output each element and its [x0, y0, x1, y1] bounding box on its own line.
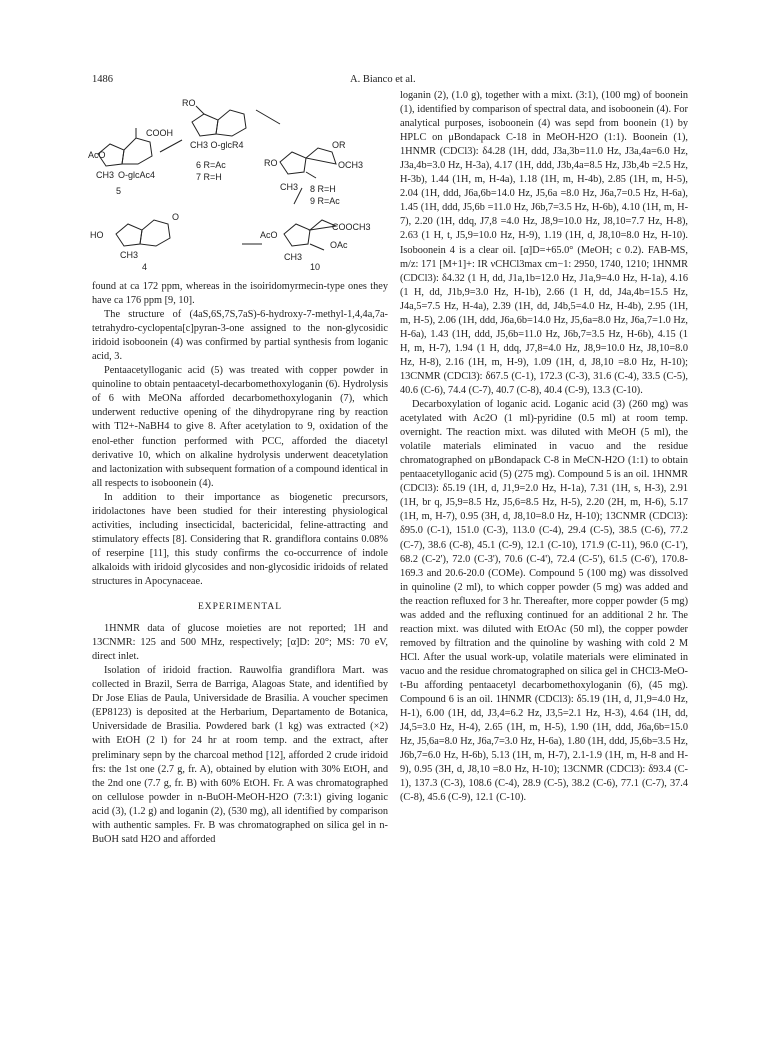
right-para-2: Decarboxylation of loganic acid. Loganic acid (3) (260 mg) was acetylated with Ac2O (1 ml)-pyridine (0.5 ml) at room temp. overnight. The reaction mixt. was diluted with MeOH (5 ml), the volatile materials eliminated in vacuo and the residue chromatographed on μBondapack C-8 in MeCN-H2O (1:1) to obtain pentaacetylloganic acid (5) (275 mg). Compound 5 is an oil. 1HNMR (CDCl3): δ5.19 (1H, d, J1,9=2.0 Hz, H-1a), 7.31 (1H, s, H-3), 2.91 (1H, br q, J5,9=8.5 Hz, J5,6=8.5 Hz, H-5), 2.20 (2H, m, H-6), 5.17 (1H, m, H-7), 0.95 (3H, d, J8,10=8.0 Hz, H-10); 13CNMR (CDCl3): δ95.0 (C-1), 151.0 (C-3), 113.0 (C-4), 29.4 (C-5), 38.5 (C-6), 77.2 (C-7), 38.6 (C-8), 45.1 (C-9), 12.1 (C-10), 171.9 (C-11), 96.0 (C-1'), 68.2 (C-2'), 72.0 (C-3'), 70.6 (C-4'), 72.4 (C-5'), 61.5 (C-6'), 170.8-169.3 and 20.6-20.0 (COMe). Compound 5 (100 mg) was dissolved in quinoline (2 ml), to which copper powder (5 mg) was added and the reaction refluxed for 3 hr. Thereafter, more copper powder (5 mg) was added and the refluxing continued for an additional 2 hr. The reaction mixt. was diluted with EtOAc (50 ml), the copper powder removed by filtration and the quinoline by washing with cold 2 M HCl. After the usual work-up, volatile materials were eliminated in vacuo and the residue chromatographed on silica gel in CHCl3-MeO-t-Bu affording pentaacetyl decarbomethoxyloganin (6), (45 mg). Compound 6 is an oil. 1HNMR (CDCl3): δ5.19 (1H, d, J1,9=4.0 Hz, H-1), 6.00 (1H, dd, J3,4=6.2 Hz, J3,5=2.1 Hz, H-3), 4.64 (1H, dd, J4,5=3.0 Hz, H-4), 2.65 (1H, m, H-5), 1.90 (1H, ddd, J6a,6b=15.0 Hz, J5,6a=8.0 Hz, J6a,7=3.0 Hz, H-6a), 1.80 (1H, ddd, J5,6b=3.5 Hz, J6b,7=6.0 Hz, H-6b), 5.13 (1H, m, H-7), 2.1-1.9 (1H, m, H-8 and H-9), 0.95 (3H, d, J8,10 =8.0 Hz, H-10); 13CNMR (CDCl3): δ93.4 (C-1), 137.3 (C-3), 108.6 (C-4), 28.9 (C-5), 38.2 (C-6), 77.1 (C-7), 37.4 (C-8), 45.6 (C-9), 12.1 (C-10).: [400, 399, 688, 804]
fig-label-10: 10: [310, 262, 321, 270]
fig-label-6: 6 R=Ac: [196, 160, 226, 170]
fig-label-cooh: COOH: [146, 128, 173, 138]
fig-label-ch3: CH3: [96, 170, 115, 180]
left-para-5: 1HNMR data of glucose moieties are not reported; 1H and 13CNMR: 125 and 500 MHz, respectively; [α]D: 20°; MS: 70 eV, direct inlet.: [92, 623, 388, 663]
fig-label-ch3-oglcr4: CH3 O-glcR4: [190, 140, 244, 150]
fig-label-cooch3: COOCH3: [332, 222, 371, 232]
left-para-4: In addition to their importance as biogenetic precursors, iridolactones have been studied for their interesting physiological activities, including insecticidal, bactericidal, feline-attracting and stimulatory effects [8]. Considering that R. grandiflora contains 0.08% of reserpine [11], this study confirms the co-occurrence of indole alkaloids with iridoid glycosides and non-glycosidic iridoids of related structures in Apocynaceae.: [92, 491, 388, 587]
fig-label-ro: RO: [182, 98, 196, 108]
fig-label-ch3-c: CH3: [120, 250, 139, 260]
fig-label-or: OR: [332, 140, 346, 150]
chemical-scheme: [84, 92, 406, 270]
fig-label-aco: AcO: [88, 150, 106, 160]
section-heading-experimental: EXPERIMENTAL: [197, 602, 283, 613]
fig-label-ch3-b: CH3: [280, 182, 299, 192]
fig-label-8: 8 R=H: [310, 184, 336, 194]
left-column: [92, 280, 388, 847]
fig-label-ho: HO: [90, 230, 104, 240]
running-header: A. Bianco et al.: [350, 74, 416, 85]
page-number: 1486: [92, 74, 113, 85]
fig-label-o: O: [172, 212, 180, 222]
fig-label-och3: OCH3: [338, 160, 364, 170]
fig-label-ro2: RO: [264, 158, 278, 168]
left-para-1: found at ca 172 ppm, whereas in the isoiridomyrmecin-type ones they have ca 176 ppm [9, 10].: [92, 281, 388, 307]
left-para-2: The structure of (4aS,6S,7S,7aS)-6-hydroxy-7-methyl-1,4,4a,7a-tetrahydro-cyclopenta[c]pyran-3-one assigned to the non-glycosidic iridoid isoboonein (4) was confirmed by partial synthesis from loganic acid, 3.: [92, 309, 388, 363]
fig-label-aco2: AcO: [260, 230, 278, 240]
right-para-1: loganin (2), (1.0 g), together with a mixt. (3:1), (100 mg) of boonein (1), identified by comparison of spectral data, and isoboonein (4). For analytical purposes, isoboonein (4) was sepd from boonein (1) by HPLC on μBondapack C-18 in MeOH-H2O (1:1). Boonein (1), 1HNMR (CDCl3): δ4.28 (1H, ddd, J3a,3b=11.0 Hz, J3a,4a=6.0 Hz, J3a,4b=3.0 Hz, H-3a), 4.17 (1H, ddd, J3b,4a=8.5 Hz, J3b,4b =2.5 Hz, H-3b), 1.44 (1H, m, H-4a), 1.18 (1H, m, H-4b), 2.85 (1H, m, H-5), 2.04 (1H, ddd, J6a,6b=14.0 Hz, J5,6a =8.0 Hz, J6a,7=0.5 Hz, H-6a), 1.45 (1H, ddd, J5,6b =11.0 Hz, J6b,7=3.5 Hz, H-6b), 4.10 (1H, m, H-7), 2.20 (1H, ddq, J7,8 =4.0 Hz, J8,9=10.0 Hz, J8,10=7.7 Hz, H-8), 2.63 (1 H, t, J5,9=10.0 Hz, H-9), 1.19 (1H, d, J8,10=8.0 Hz, H-10). Isoboonein 4 is a clear oil. [α]D=+65.0° (MeOH; c 0.2). FAB-MS, m/z: 171 [M+1]+: IR νCHCl3max cm−1: 2950, 1740, 1210; 1HNMR (CDCl3): δ4.32 (1 H, dd, J1a,1b=12.0 Hz, J1a,9=4.0 Hz, H-1a), 4.16 (1 H, dd, J1b,9=3.0 Hz, H-1b), 2.66 (1 H, dd, J4a,4b=15.5 Hz, J4a,5=7.5 Hz, H-4a), 2.39 (1H, dd, J4b,5=4.0 Hz, H-4b), 2.95 (1H, m, H-5), 2.06 (1H, ddd, J6a,6b=14.0 Hz, J5,6a=8.0 Hz, J6a,7=1.0 Hz, H-6a), 1.43 (1H, ddd, J5,6b=11.0 Hz, J6b,7=3.5 Hz, H-6b), 4.15 (1 H, m, H-7), 1.94 (1 H, ddq, J7,8=4.0 Hz, J8,9=10.0 Hz, J8,10=8.0 Hz, H-8), 2.16 (1H, m, H-9), 1.09 (1H, d, J8,10 =8.0 Hz, H-10); 13CNMR (CDCl3): δ67.5 (C-1), 172.3 (C-3), 31.6 (C-4), 33.5 (C-5), 40.6 (C-6), 74.4 (C-7), 40.7 (C-8), 40.4 (C-9), 13.3 (C-10).: [400, 90, 688, 396]
right-column: [400, 89, 688, 805]
left-para-3: Pentaacetylloganic acid (5) was treated with copper powder in quinoline to obtain pentaacetyl-decarbomethoxyloganin (6). Hydrolysis of 6 with MeONa afforded decarbomethoxyloganin (7), which underwent reductive opening of the dihydropyrane ring by reaction with Tl2+-NaBH4 to give 8. After acetylation to 9, oxidation of the enol-ether function performed with PCC, afforded the diacetyl derivative 10, which on alkaline hydrolysis underwent deacetylation and lactonization with subsequent formation of a compound identical in all respects to isoboonein (4).: [92, 365, 388, 489]
fig-label-oac: OAc: [330, 240, 348, 250]
left-para-6: Isolation of iridoid fraction. Rauwolfia grandiflora Mart. was collected in Brazil, Serra de Barriga, Alagoas State, and identified by Dr Jose Elias de Paula, Universidade de Brasilia. A voucher specimen (EP8123) is deposited at the Herbarium, Departamento de Botanica, Universidade de Brasilia. Powdered bark (1 kg) was extracted (×2) with EtOH (2 l) for 24 hr at room temp. and the extract, after preliminary sepn by the charcoal method [12], afforded 2 crude iridoid frs: the 1st one (2.7 g, fr. A), obtained by elution with 30% EtOH, and the 2nd one (7.7 g, fr. B) with 60% EtOH. Fr. A was chromatographed on cellulose powder in n-BuOH-MeOH-H2O (7:3:1) giving loganic acid (3), (1.2 g) and loganin (2), (530 mg), all identified by comparison with authentic samples. Fr. B was chromatographed on silica gel in n-BuOH satd H2O and afforded: [92, 665, 388, 845]
fig-label-4: 4: [142, 262, 148, 270]
fig-label-7: 7 R=H: [196, 172, 222, 182]
fig-label-5: 5: [116, 186, 122, 196]
fig-label-oglcac4: O-glcAc4: [118, 170, 156, 180]
fig-label-9: 9 R=Ac: [310, 196, 340, 206]
fig-label-ch3-d: CH3: [284, 252, 303, 262]
